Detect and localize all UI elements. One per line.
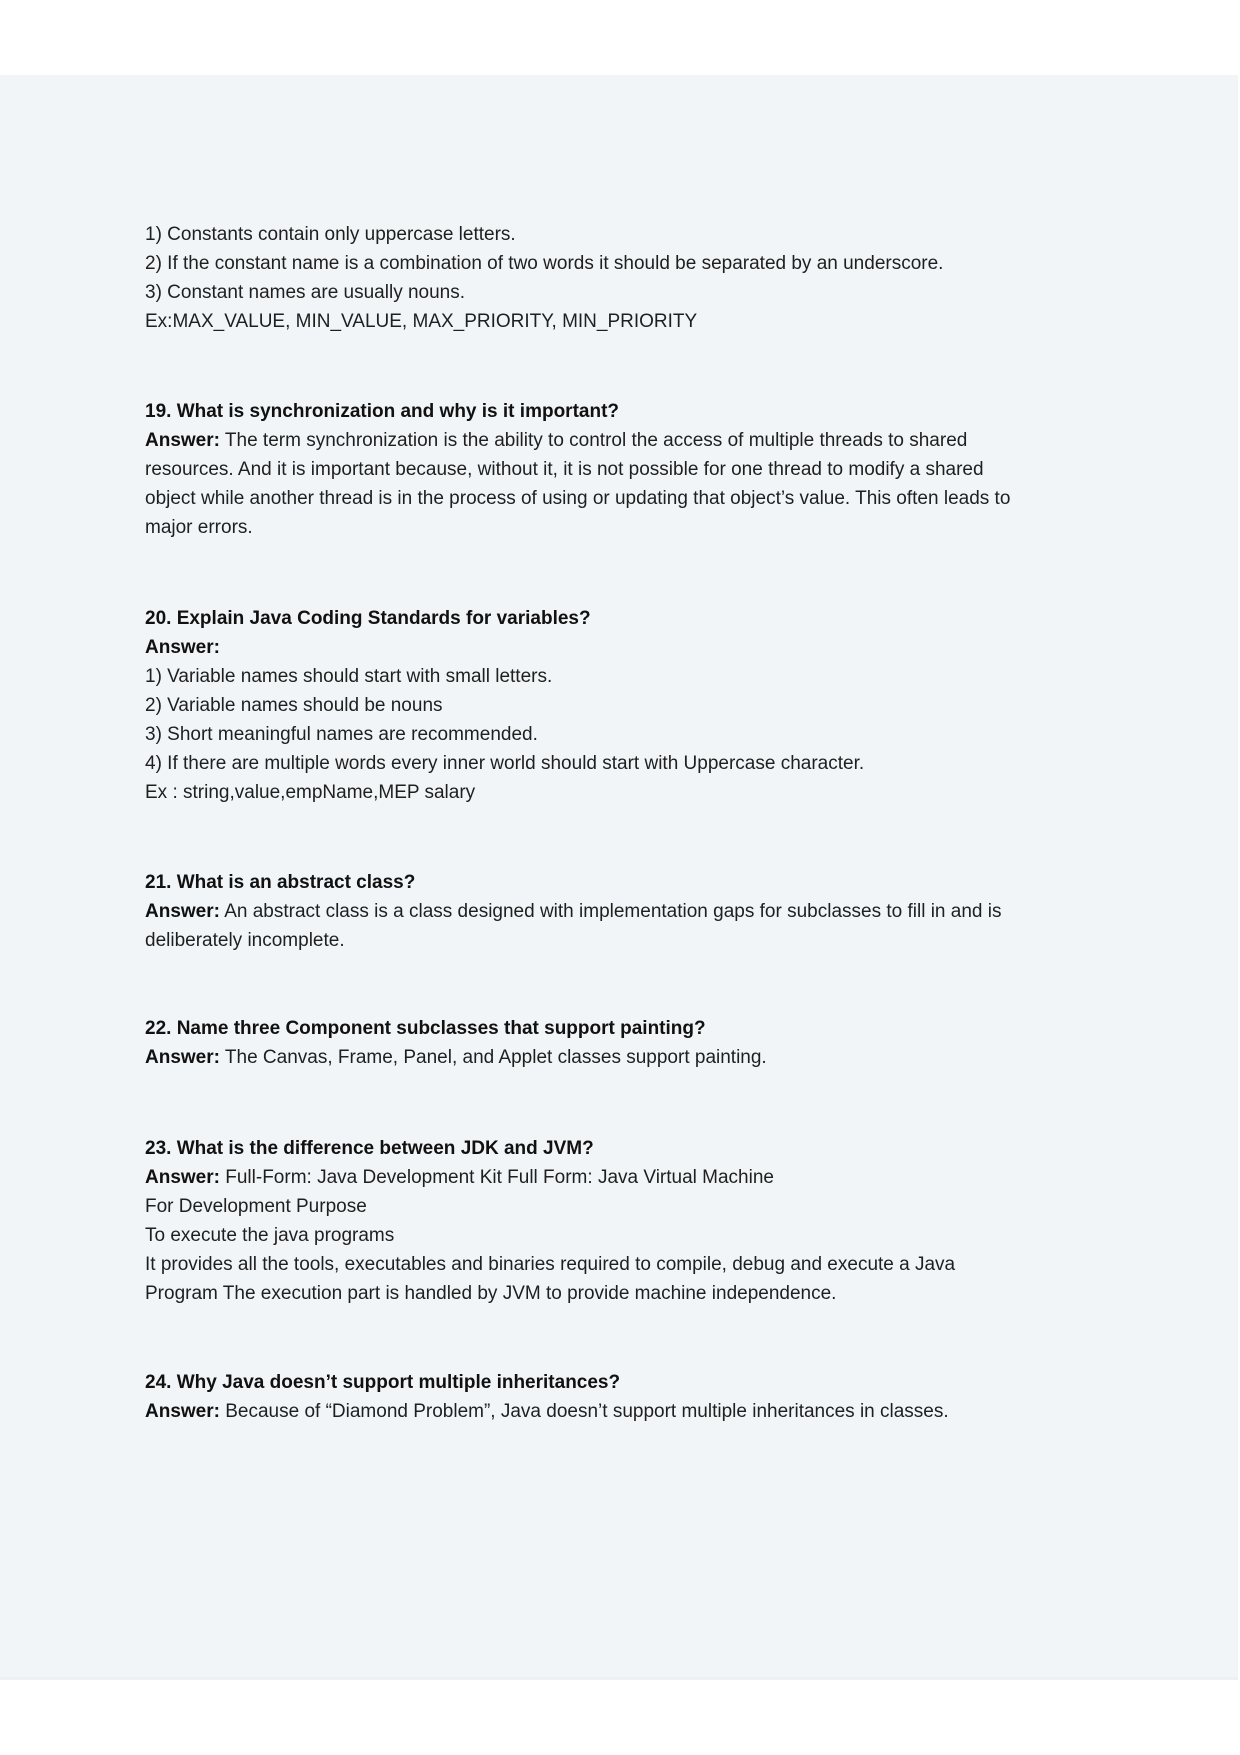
intro-list-item: 2) If the constant name is a combination of two words it should be separated by an underscore. (145, 253, 944, 274)
question-19-answer-line: object while another thread is in the process of using or updating that object’s value. This often leads to (145, 488, 1011, 509)
question-21-answer-line: deliberately incomplete. (145, 930, 345, 951)
question-23-title: 23. What is the difference between JDK and JVM? (145, 1138, 594, 1159)
question-19-answer-line: resources. And it is important because, without it, it is not possible for one thread to modify a shared (145, 459, 984, 480)
question-20-answer-line: 1) Variable names should start with small letters. (145, 666, 553, 687)
question-23-answer-line: It provides all the tools, executables and binaries required to compile, debug and execute a Java (145, 1254, 956, 1275)
answer-label: Answer: (145, 1401, 220, 1422)
question-19-title: 19. What is synchronization and why is it important? (145, 401, 619, 422)
question-19-answer-line (145, 429, 967, 453)
question-19-answer-line: major errors. (145, 517, 253, 538)
question-21-answer-line (145, 900, 1001, 924)
question-22-answer-line (145, 1046, 767, 1070)
answer-text: The term synchronization is the ability to control the access of multiple threads to shared (219, 430, 968, 451)
answer-label: Answer: (145, 430, 220, 451)
answer-label: Answer: (145, 901, 220, 922)
answer-text: Full-Form: Java Development Kit Full Form: Java Virtual Machine (219, 1167, 774, 1188)
question-20-answer-line: 2) Variable names should be nouns (145, 695, 443, 716)
question-23-answer-line (145, 1166, 774, 1190)
answer-text: The Canvas, Frame, Panel, and Applet classes support painting. (219, 1047, 767, 1068)
question-24-title: 24. Why Java doesn’t support multiple inheritances? (145, 1372, 621, 1393)
question-20-answer-line: Ex : string,value,empName,MEP salary (145, 782, 476, 803)
intro-list-item: 3) Constant names are usually nouns. (145, 282, 466, 303)
answer-label: Answer: (145, 1167, 220, 1188)
question-20-title: 20. Explain Java Coding Standards for variables? (145, 608, 591, 629)
question-20-answer-line: 4) If there are multiple words every inner world should start with Uppercase character. (145, 753, 865, 774)
question-20-answer-line: 3) Short meaningful names are recommended. (145, 724, 538, 745)
question-21-title: 21. What is an abstract class? (145, 872, 416, 893)
intro-list-example: Ex:MAX_VALUE, MIN_VALUE, MAX_PRIORITY, MIN_PRIORITY (145, 311, 698, 332)
answer-label: Answer: (145, 1047, 220, 1068)
question-24-answer-line (145, 1400, 949, 1424)
answer-text: Because of “Diamond Problem”, Java doesn’t support multiple inheritances in classes. (219, 1401, 949, 1422)
answer-text: An abstract class is a class designed with implementation gaps for subclasses to fill in and is (219, 901, 1002, 922)
question-23-answer-line: For Development Purpose (145, 1196, 367, 1217)
question-22-title: 22. Name three Component subclasses that support painting? (145, 1018, 706, 1039)
question-23-answer-line: To execute the java programs (145, 1225, 395, 1246)
document-page (0, 75, 1238, 1680)
answer-label: Answer: (145, 637, 220, 658)
intro-list-item: 1) Constants contain only uppercase letters. (145, 224, 516, 245)
question-20-answer-line (145, 636, 220, 660)
question-23-answer-line: Program The execution part is handled by JVM to provide machine independence. (145, 1283, 837, 1304)
